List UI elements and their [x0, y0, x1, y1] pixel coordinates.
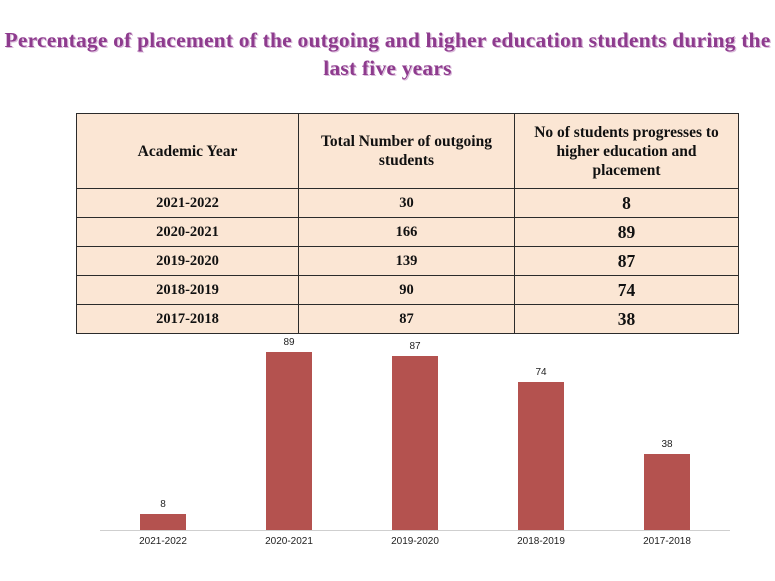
x-axis-tick-label: 2018-2019: [517, 536, 565, 547]
cell-academic-year: 2019-2020: [77, 247, 299, 276]
bar: [266, 352, 312, 530]
bar-value-label: 38: [661, 439, 673, 450]
bar-group: [100, 330, 226, 530]
bar: [392, 356, 438, 530]
x-axis-tick-label: 2019-2020: [391, 536, 439, 547]
bar-group: [604, 330, 730, 530]
cell-higher-education: 8: [515, 189, 739, 218]
bar-value-label: 87: [409, 341, 421, 352]
table-row: [77, 247, 739, 276]
cell-total-outgoing: 90: [299, 276, 515, 305]
column-header-academic-year: Academic Year: [77, 114, 299, 189]
bar: [644, 454, 690, 530]
cell-higher-education: 74: [515, 276, 739, 305]
chart-plot-area: [100, 330, 730, 531]
x-axis-tick-label: 2017-2018: [643, 536, 691, 547]
placement-data-table: [76, 113, 739, 334]
cell-academic-year: 2021-2022: [77, 189, 299, 218]
cell-total-outgoing: 87: [299, 305, 515, 334]
x-axis-tick-label: 2020-2021: [265, 536, 313, 547]
column-header-higher-education: No of students progresses to higher education and placement: [515, 114, 739, 189]
cell-total-outgoing: 30: [299, 189, 515, 218]
cell-academic-year: 2018-2019: [77, 276, 299, 305]
cell-academic-year: 2017-2018: [77, 305, 299, 334]
table-header-row: [77, 114, 739, 189]
bar: [140, 514, 186, 530]
cell-total-outgoing: 139: [299, 247, 515, 276]
bar-group: [226, 330, 352, 530]
x-axis-tick-label: 2021-2022: [139, 536, 187, 547]
bar-chart: [40, 330, 740, 565]
table-row: [77, 218, 739, 247]
bar-group: [478, 330, 604, 530]
bar-value-label: 74: [535, 367, 547, 378]
cell-higher-education: 89: [515, 218, 739, 247]
bar: [518, 382, 564, 530]
bar-value-label: 8: [160, 499, 166, 510]
cell-academic-year: 2020-2021: [77, 218, 299, 247]
table-row: [77, 276, 739, 305]
cell-higher-education: 87: [515, 247, 739, 276]
cell-higher-education: 38: [515, 305, 739, 334]
column-header-total-outgoing: Total Number of outgoing students: [299, 114, 515, 189]
table-row: [77, 189, 739, 218]
bar-group: [352, 330, 478, 530]
page-title: Percentage of placement of the outgoing and higher education students during the last five years: [4, 28, 771, 80]
bar-value-label: 89: [283, 337, 295, 348]
cell-total-outgoing: 166: [299, 218, 515, 247]
